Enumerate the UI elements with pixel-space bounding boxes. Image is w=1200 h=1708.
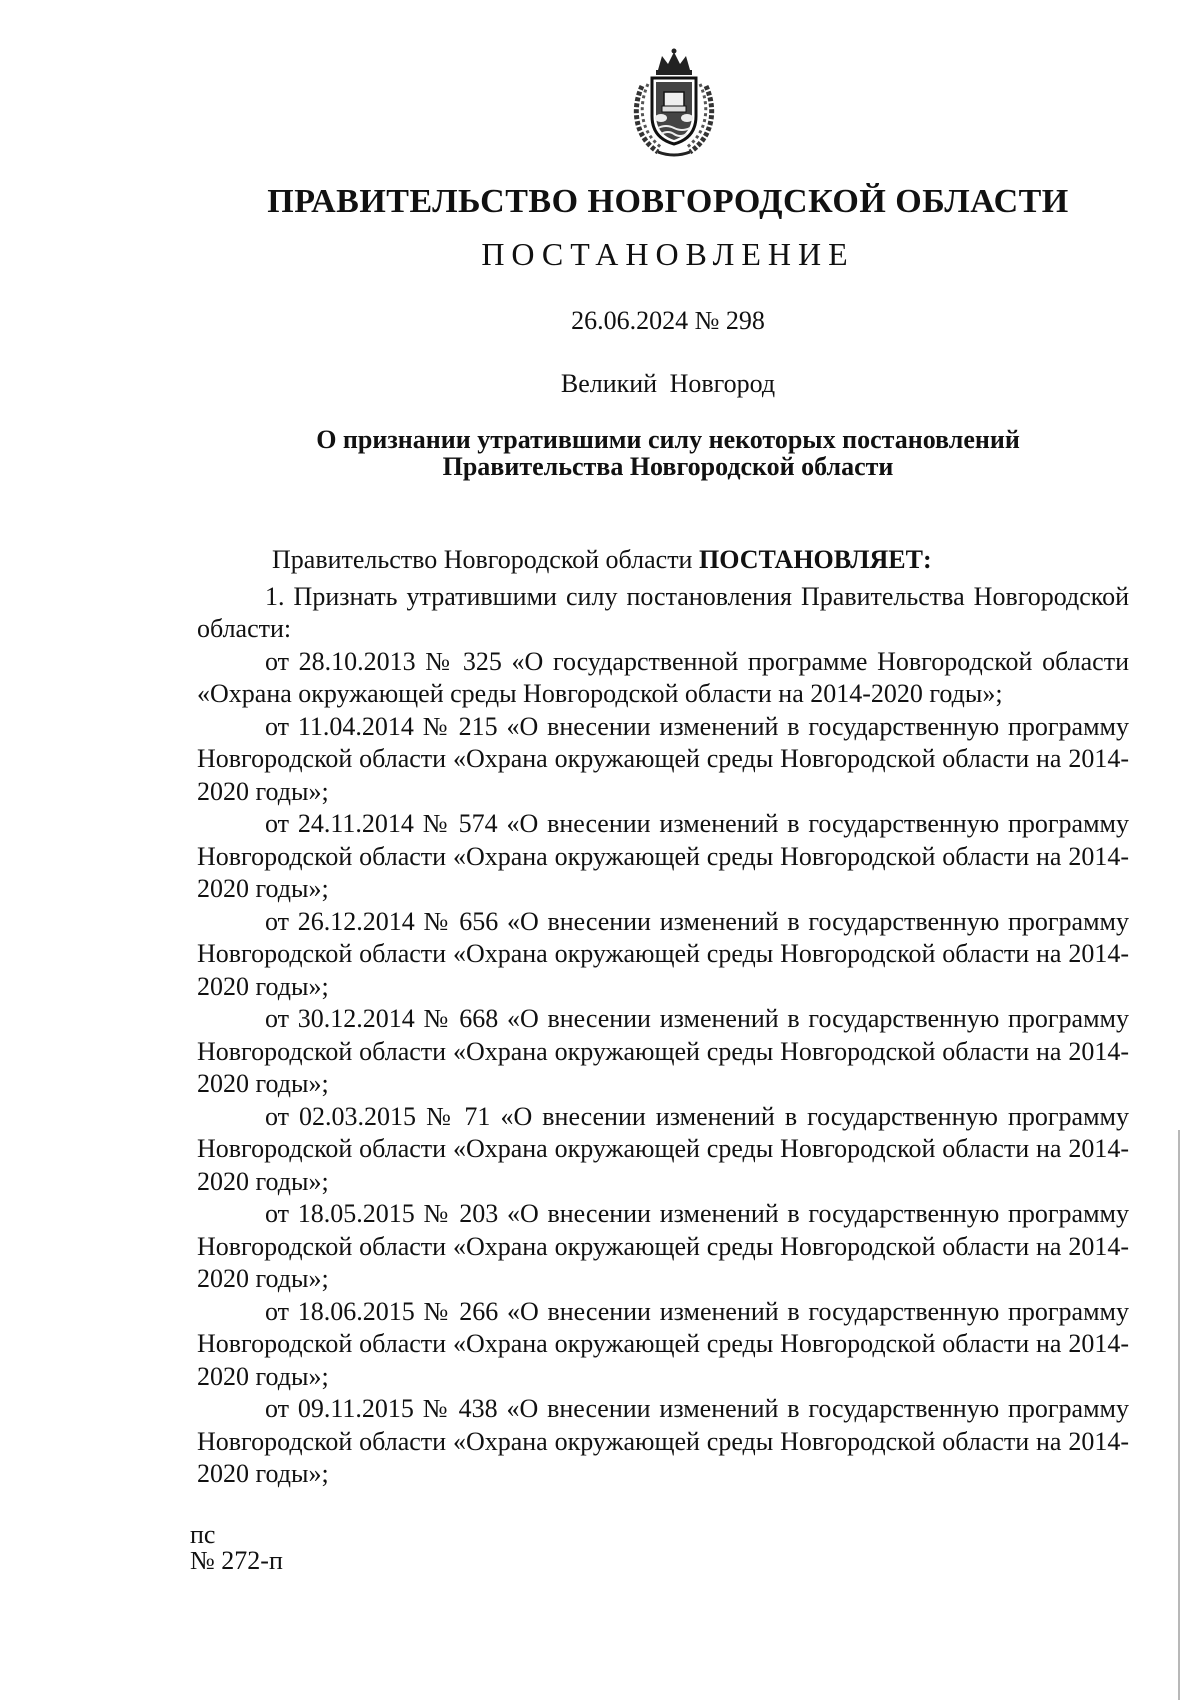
repealed-act: от 11.04.2014 № 215 «О внесении изменений в государственную программу Новгородской области «Охрана окружающей среды Новгородской области на 2014-2020 годы»; [197,711,1129,806]
document-date-number: 26.06.2024 № 298 [571,306,765,335]
intro-keyword: ПОСТАНОВЛЯЕТ: [698,545,932,574]
paragraph-item-1: 1. Признать утратившими силу постановления Правительства Новгородской области: [197,581,1129,643]
coat-of-arms-icon [628,48,720,158]
repealed-act: от 02.03.2015 № 71 «О внесении изменений в государственную программу Новгородской области «Охрана окружающей среды Новгородской области на 2014-2020 годы»; [197,1101,1129,1196]
repealed-act: от 18.06.2015 № 266 «О внесении изменений в государственную программу Новгородской области «Охрана окружающей среды Новгородской области на 2014-2020 годы»; [197,1296,1129,1391]
repealed-act: от 26.12.2014 № 656 «О внесении изменений в государственную программу Новгородской области «Охрана окружающей среды Новгородской области на 2014-2020 годы»; [197,906,1129,1001]
document-subject [0,426,1200,480]
repealed-act: от 24.11.2014 № 574 «О внесении изменений в государственную программу Новгородской области «Охрана окружающей среды Новгородской области на 2014-2020 годы»; [197,809,1129,903]
repealed-act: от 30.12.2014 № 668 «О внесении изменений в государственную программу Новгородской области «Охрана окружающей среды Новгородской области на 2014-2020 годы»; [197,1004,1129,1098]
government-title: ПРАВИТЕЛЬСТВО НОВГОРОДСКОЙ ОБЛАСТИ [267,183,1069,220]
repealed-act: от 18.05.2015 № 203 «О внесении изменений в государственную программу Новгородской области «Охрана окружающей среды Новгородской области на 2014-2020 годы»; [197,1199,1129,1293]
footer-code: пс [190,1520,216,1549]
scan-artifact-line [1178,1130,1180,1700]
document-body [197,544,1129,1491]
repealed-act: от 09.11.2015 № 438 «О внесении изменений в государственную программу Новгородской области «Охрана окружающей среды Новгородской области на 2014-2020 годы»; [197,1394,1129,1488]
intro-paragraph [197,544,1129,577]
subject-line-2: Правительства Новгородской области [442,452,894,481]
repealed-act: от 28.10.2013 № 325 «О государственной программе Новгородской области «Охрана окружающей среды Новгородской области на 2014-2020 годы»; [197,646,1129,708]
document-type: ПОСТАНОВЛЕНИЕ [481,236,855,272]
intro-text: Правительство Новгородской области [272,545,699,574]
subject-line-1: О признании утратившими силу некоторых постановлений [316,425,1020,454]
footer-number: № 272-п [190,1546,283,1575]
document-place: Великий Новгород [560,369,776,398]
document-footer [190,1522,283,1574]
